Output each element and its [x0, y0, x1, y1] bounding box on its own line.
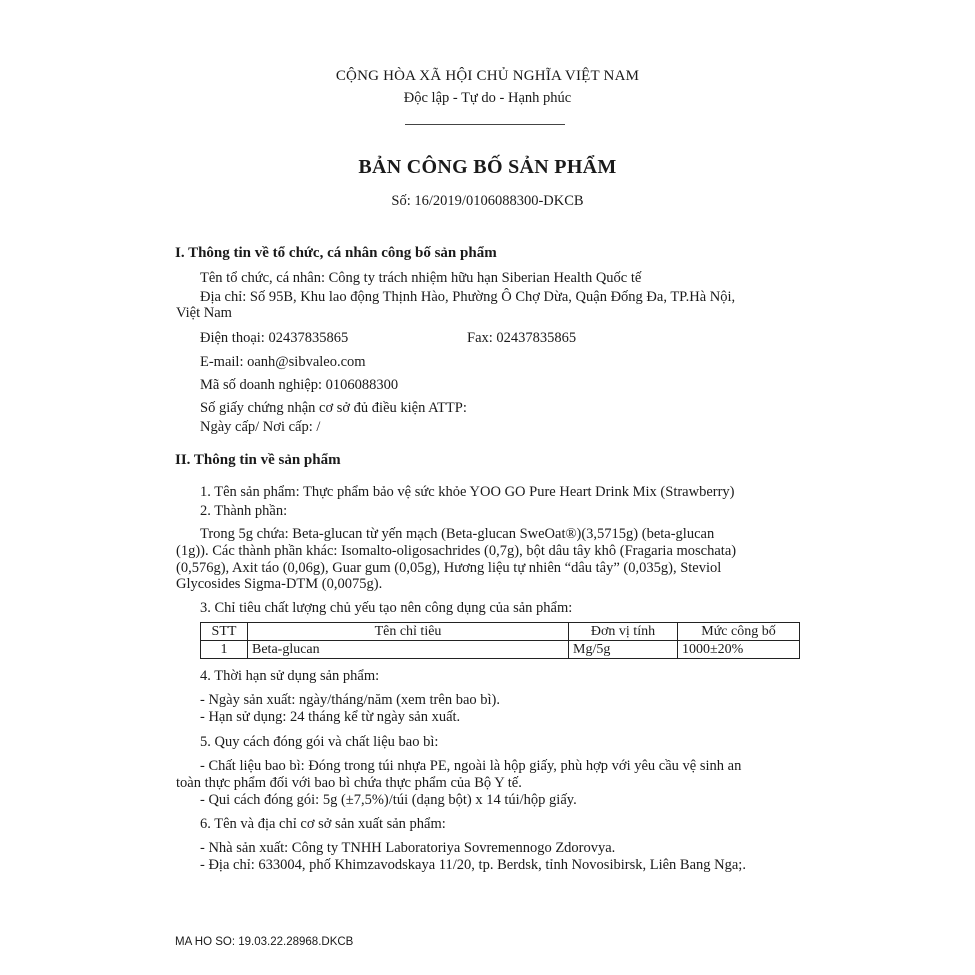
header-stt: STT — [201, 623, 248, 641]
document-number: Số: 16/2019/0106088300-DKCB — [391, 193, 584, 209]
phone: Điện thoại: 02437835865 — [200, 330, 349, 346]
issue-info: Ngày cấp/ Nơi cấp: / — [200, 419, 321, 435]
certificate: Số giấy chứng nhận cơ sở đủ điều kiện ATTP: — [200, 400, 467, 416]
cell-criterion: Beta-glucan — [248, 641, 569, 659]
country-heading: CỘNG HÒA XÃ HỘI CHỦ NGHĨA VIỆT NAM — [335, 68, 640, 84]
section1-heading: I. Thông tin về tổ chức, cá nhân công bố sản phẩm — [175, 245, 497, 261]
packing-spec: - Qui cách đóng gói: 5g (±7,5%)/túi (dạng bột) x 14 túi/hộp giấy. — [200, 792, 577, 808]
dossier-code: MA HO SO: 19.03.22.28968.DKCB — [175, 936, 354, 948]
quality-criteria-label: 3. Chỉ tiêu chất lượng chủ yếu tạo nên công dụng của sản phẩm: — [200, 600, 573, 616]
document-title: BẢN CÔNG BỐ SẢN PHẨM — [358, 156, 617, 178]
table-header-row — [201, 623, 800, 641]
header-criterion: Tên chỉ tiêu — [248, 623, 569, 641]
composition-line4: Glycosides Sigma-DTM (0,0075g). — [176, 576, 383, 592]
email: E-mail: oanh@sibvaleo.com — [200, 354, 366, 370]
fax: Fax: 02437835865 — [467, 330, 577, 346]
header-unit: Đơn vị tính — [569, 623, 678, 641]
manufacturer: - Nhà sản xuất: Công ty TNHH Laboratoriya Sovremennogo Zdorovya. — [200, 840, 616, 856]
packaging-label: 5. Quy cách đóng gói và chất liệu bao bì: — [200, 734, 439, 750]
manufacture-date: - Ngày sản xuất: ngày/tháng/năm (xem trên bao bì). — [200, 692, 500, 708]
manufacturer-address: - Địa chỉ: 633004, phố Khimzavodskaya 11/20, tp. Berdsk, tỉnh Novosibirsk, Liên Bang Nga;. — [200, 857, 746, 873]
expiry: - Hạn sử dụng: 24 tháng kể từ ngày sản xuất. — [200, 709, 461, 725]
table-row — [201, 641, 800, 659]
header-divider — [405, 124, 565, 125]
material-line2: toàn thực phẩm đối với bao bì chứa thực phẩm của Bộ Y tế. — [176, 775, 522, 791]
manufacturer-label: 6. Tên và địa chỉ cơ sở sản xuất sản phẩm: — [200, 816, 446, 832]
criteria-table — [200, 622, 800, 659]
org-name: Tên tổ chức, cá nhân: Công ty trách nhiệm hữu hạn Siberian Health Quốc tế — [200, 270, 642, 286]
material-line1: - Chất liệu bao bì: Đóng trong túi nhựa PE, ngoài là hộp giấy, phù hợp với yêu cầu vệ sinh an — [200, 758, 742, 774]
header-level: Mức công bố — [678, 623, 800, 641]
product-name: 1. Tên sản phẩm: Thực phẩm bảo vệ sức khỏe YOO GO Pure Heart Drink Mix (Strawberry) — [200, 484, 735, 500]
composition-line2: (1g)). Các thành phần khác: Isomalto-oligosachrides (0,7g), bột dâu tây khô (Fragaria moschata) — [176, 543, 737, 559]
business-code: Mã số doanh nghiệp: 0106088300 — [200, 377, 399, 393]
cell-stt: 1 — [201, 641, 248, 659]
address-line2: Việt Nam — [176, 305, 232, 321]
motto: Độc lập - Tự do - Hạnh phúc — [403, 90, 572, 106]
composition-line3: (0,576g), Axit táo (0,06g), Guar gum (0,05g), Hương liệu tự nhiên “dâu tây” (0,035g), Steviol — [176, 560, 722, 576]
address-line1: Địa chỉ: Số 95B, Khu lao động Thịnh Hào, Phường Ô Chợ Dừa, Quận Đống Đa, TP.Hà Nội, — [200, 289, 736, 305]
cell-unit: Mg/5g — [569, 641, 678, 659]
cell-level: 1000±20% — [678, 641, 800, 659]
composition-label: 2. Thành phần: — [200, 503, 288, 519]
shelf-life-label: 4. Thời hạn sử dụng sản phẩm: — [200, 668, 380, 684]
composition-line1: Trong 5g chứa: Beta-glucan từ yến mạch (Beta-glucan SweOat®)(3,5715g) (beta-glucan — [200, 526, 715, 542]
section2-heading: II. Thông tin về sản phẩm — [175, 452, 341, 468]
